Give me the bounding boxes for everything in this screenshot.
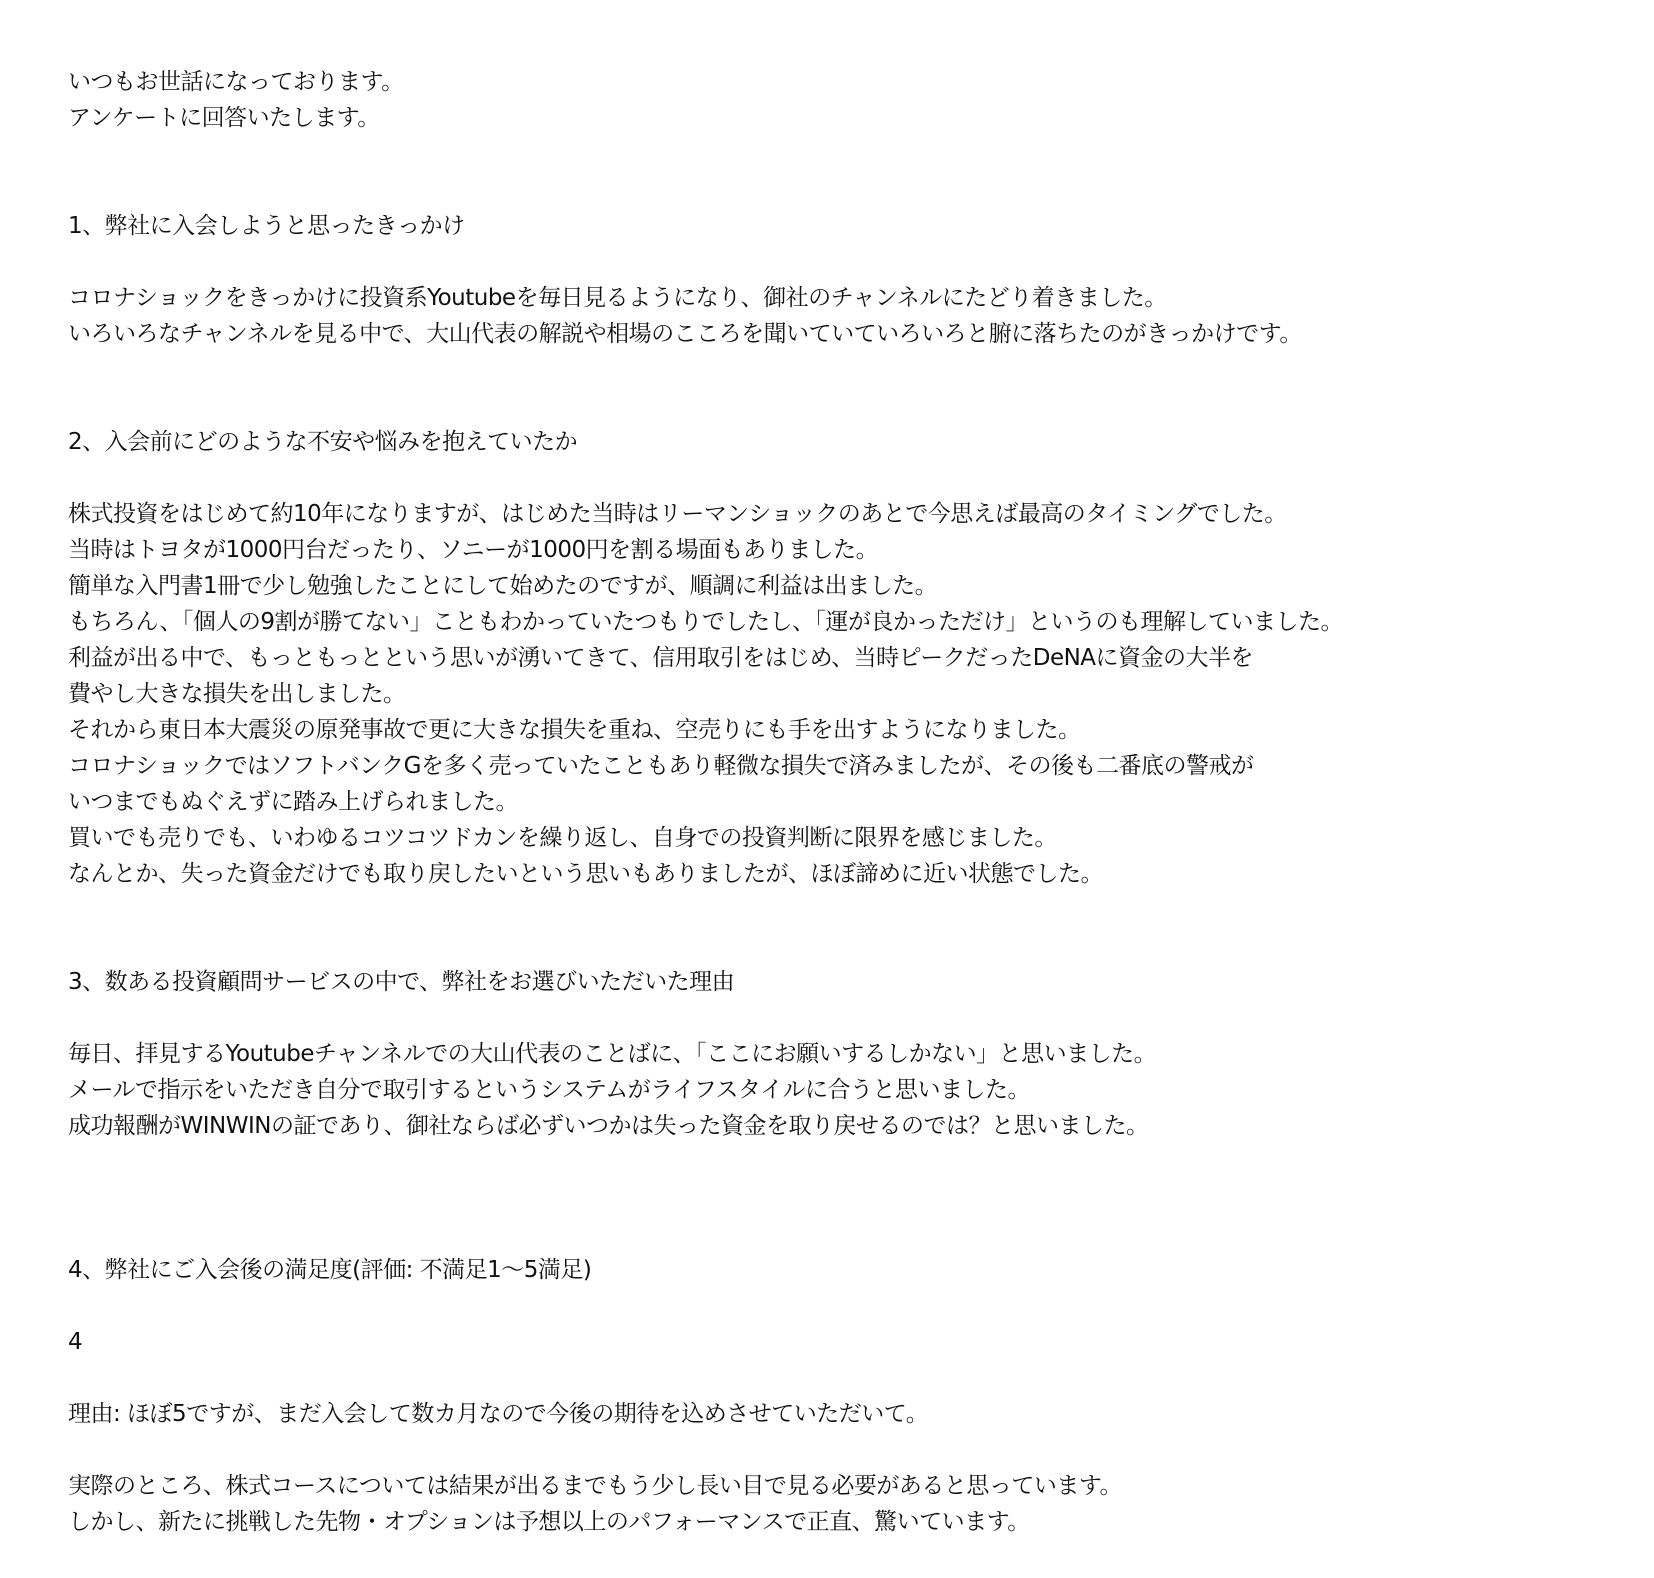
answer-line: 買いでも売りでも、いわゆるコツコツドカンを繰り返し、自身での投資判断に限界を感じました。 [68,825,1057,851]
answer-line: 実際のところ、株式コースについては結果が出るまでもう少し長い目で見る必要があると思っています。 [68,1473,1123,1499]
answer-line: 成功報酬がWINWINの証であり、御社ならば必ずいつかは失った資金を取り戻せるのでは？と思いました。 [68,1113,1149,1139]
answer-line: コロナショックをきっかけに投資系Youtubeを毎日見るようになり、御社のチャンネルにたどり着きました。 [68,285,1167,311]
greeting-line: いつもお世話になっております。 [68,69,404,95]
question-2-section [68,424,1628,892]
answer-line: もちろん、「個人の9割が勝てない」こともわかっていたつもりでしたし、「運が良かっただけ」というのも理解していました。 [68,609,1344,635]
question-3-heading: 3、数ある投資顧問サービスの中で、弊社をお選びいただいた理由 [68,969,735,995]
answer-line: 当時はトヨタが1000円台だったり、ソニーが1000円を割る場面もありました。 [68,537,879,563]
answer-line: 利益が出る中で、もっともっとという思いが湧いてきて、信用取引をはじめ、当時ピークだったDeNAに資金の大半を [68,645,1254,671]
question-3-answer [68,1036,1628,1144]
answer-line: 簡単な入門書1冊で少し勉強したことにして始めたのですが、順調に利益は出ました。 [68,573,938,599]
question-3-section [68,964,1628,1144]
survey-response-document [68,64,1628,1540]
question-1-section [68,208,1628,352]
question-1-heading: 1、弊社に入会しようと思ったきっかけ [68,213,465,239]
greeting-block [68,64,1628,136]
question-4-heading: 4、弊社にご入会後の満足度(評価: 不満足1～5満足) [68,1257,592,1283]
answer-line: それから東日本大震災の原発事故で更に大きな損失を重ね、空売りにも手を出すようになりました。 [68,717,1081,743]
answer-line: メールで指示をいただき自分で取引するというシステムがライフスタイルに合うと思いました。 [68,1077,1030,1103]
satisfaction-score: 4 [68,1329,83,1355]
question-4-answer [68,1468,1628,1540]
question-2-heading: 2、入会前にどのような不安や悩みを抱えていたか [68,429,578,455]
answer-line: いろいろなチャンネルを見る中で、大山代表の解説や相場のこころを聞いていていろいろと腑に落ちたのがきっかけです。 [68,321,1302,347]
answer-line: 費やし大きな損失を出しました。 [68,681,406,707]
satisfaction-reason: 理由: ほぼ5ですが、まだ入会して数カ月なので今後の期待を込めさせていただいて。 [68,1401,929,1427]
answer-line: コロナショックではソフトバンクGを多く売っていたこともあり軽微な損失で済みましたが、その後も二番底の警戒が [68,753,1254,779]
question-2-answer [68,496,1628,892]
answer-line: 株式投資をはじめて約10年になりますが、はじめた当時はリーマンショックのあとで今思えば最高のタイミングでした。 [68,501,1287,527]
greeting-line: アンケートに回答いたします。 [68,105,380,131]
answer-line: しかし、新たに挑戦した先物・オプションは予想以上のパフォーマンスで正直、驚いています。 [68,1509,1030,1535]
answer-line: いつまでもぬぐえずに踏み上げられました。 [68,789,518,815]
question-1-answer [68,280,1628,352]
answer-line: なんとか、失った資金だけでも取り戻したいという思いもありましたが、ほぼ諦めに近い状態でした。 [68,861,1103,887]
question-4-section [68,1252,1628,1540]
answer-line: 毎日、拝見するYoutubeチャンネルでの大山代表のことばに、「ここにお願いするしかない」と思いました。 [68,1041,1157,1067]
